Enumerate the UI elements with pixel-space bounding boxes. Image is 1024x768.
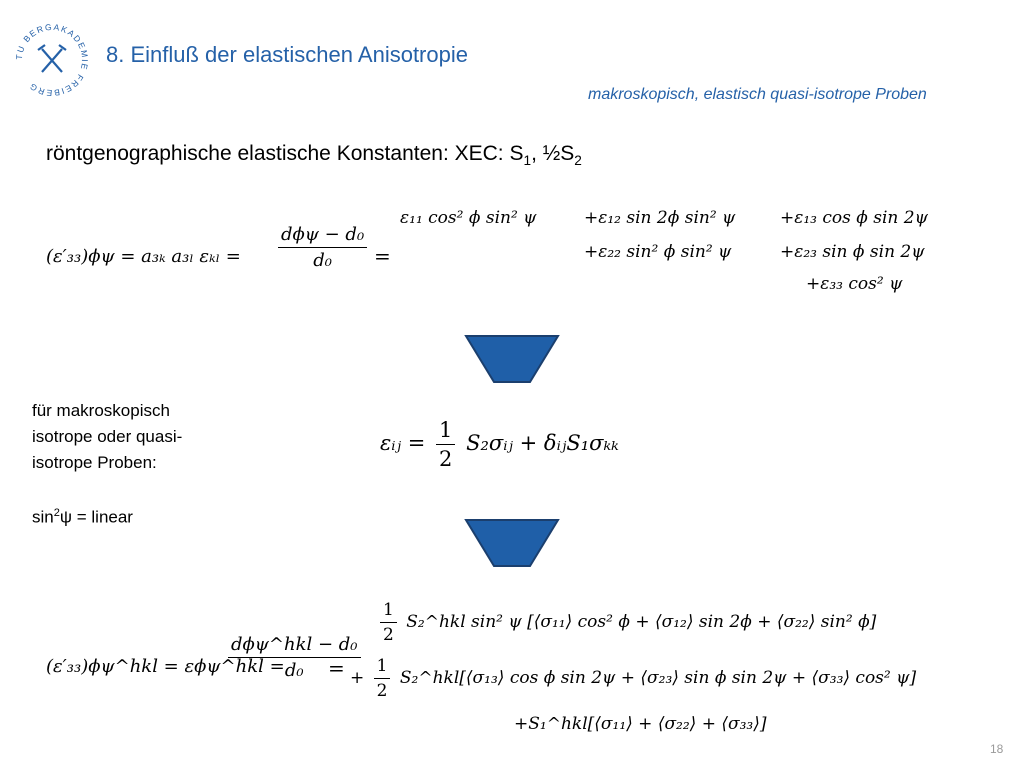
down-arrow-icon <box>464 334 560 384</box>
eq1-term-r1c1: ε₁₁ cos² ϕ sin² ψ <box>400 208 537 228</box>
heading-prefix: röntgenographische elastische Konstanten: XEC: S <box>46 142 524 165</box>
slide-subtitle: makroskopisch, elastisch quasi-isotrope Proben <box>588 86 927 103</box>
isotropy-note <box>32 398 182 531</box>
eq1-term-r1c2: +ε₁₂ sin 2ϕ sin² ψ <box>584 208 736 228</box>
svg-text:TU BERGAKADEMIE FREIBERG: TU BERGAKADEMIE FREIBERG <box>14 22 90 98</box>
eq3-line-1: $\frac{1}{2}$ S₂^hkl sin² ψ [⟨σ₁₁⟩ cos² ϕ + ⟨σ₁₂⟩ sin 2ϕ + ⟨σ₂₂⟩ sin² ϕ] <box>376 600 876 645</box>
eq3-frac-den: d₀ <box>284 660 304 681</box>
note-line-2: isotrope oder quasi- <box>32 427 183 446</box>
eq3-equals: = <box>328 656 345 680</box>
s1-subscript: 1 <box>523 153 532 169</box>
eq1-term-r1c3: +ε₁₃ cos ϕ sin 2ψ <box>780 208 928 228</box>
eq1-frac-num: dϕψ − d₀ <box>278 224 367 248</box>
eq2-hooke <box>380 418 619 471</box>
s2-subscript: 2 <box>574 153 582 169</box>
eq1-term-r2c2: +ε₂₂ sin² ϕ sin² ψ <box>584 242 732 262</box>
eq3-line-2: + $\frac{1}{2}$ S₂^hkl[⟨σ₁₃⟩ cos ϕ sin 2ψ + ⟨σ₂₃⟩ sin ϕ sin 2ψ + ⟨σ₃₃⟩ cos² ψ] <box>350 656 917 701</box>
eq2-lhs: εᵢⱼ = <box>380 431 426 455</box>
sin-linear-note: $\sin^2\psi$ = linear <box>32 507 133 527</box>
page-number: 18 <box>990 742 1004 756</box>
eq1-term-r3c3: +ε₃₃ cos² ψ <box>806 274 903 294</box>
eq1-term-r2c3: +ε₂₃ sin ϕ sin 2ψ <box>780 242 925 262</box>
eq1-frac-den: d₀ <box>313 250 332 271</box>
eq3-lhs: (ε′₃₃)ϕψ^hkl = εϕψ^hkl = <box>46 656 285 677</box>
eq1-fraction <box>274 224 371 271</box>
eq2-rhs: S₂σᵢⱼ + δᵢⱼS₁σₖₖ <box>466 431 619 455</box>
note-line-3: isotrope Proben: <box>32 453 157 472</box>
slide-title: 8. Einfluß der elastischen Anisotropie <box>106 42 468 67</box>
eq2-half-den: 2 <box>439 447 453 471</box>
eq2-half-num: 1 <box>436 418 455 445</box>
eq1-lhs: (ε′₃₃)ϕψ = a₃ₖ a₃ₗ εₖₗ = <box>46 246 241 267</box>
eq1-equals: = <box>374 244 391 268</box>
heading-middle: , ½S <box>531 142 575 165</box>
xec-heading <box>46 142 582 168</box>
eq3-frac-num: dϕψ^hkl − d₀ <box>228 634 361 658</box>
eq3-line-3: +S₁^hkl[⟨σ₁₁⟩ + ⟨σ₂₂⟩ + ⟨σ₃₃⟩] <box>514 714 767 734</box>
note-line-1: für makroskopisch <box>32 401 170 420</box>
university-seal-logo <box>14 22 90 98</box>
down-arrow-icon <box>464 518 560 568</box>
